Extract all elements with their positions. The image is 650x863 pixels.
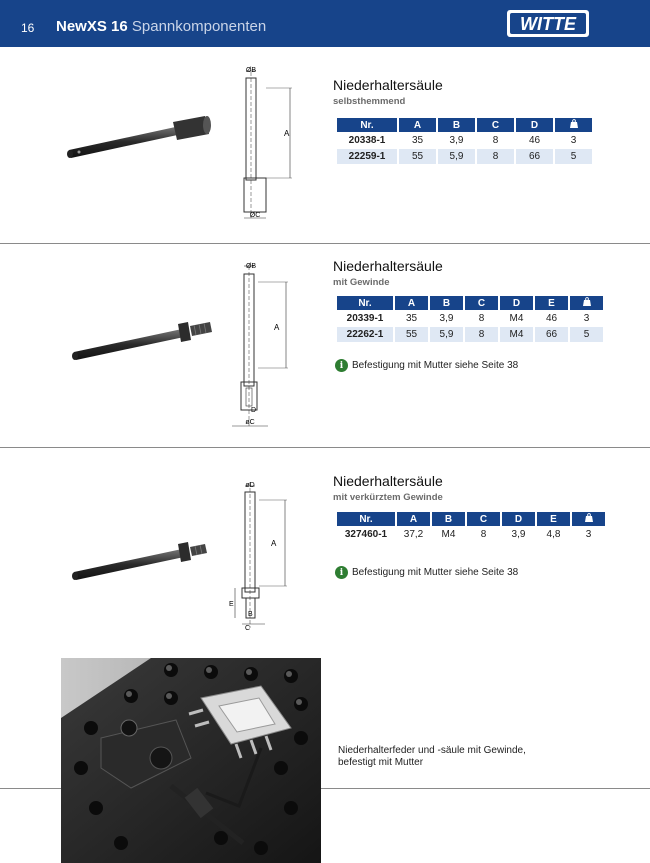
table-cell: 8	[480, 529, 487, 540]
table-cell: 3,9	[511, 529, 526, 540]
application-photo	[61, 658, 321, 863]
table-cell: 22262-1	[337, 327, 393, 342]
column-header: D	[502, 512, 535, 526]
column-header: D	[500, 296, 533, 310]
table-row	[337, 527, 605, 542]
table-cell: 20339-1	[346, 313, 384, 324]
note-text: Befestigung mit Mutter siehe Seite 38	[352, 567, 519, 578]
photo-caption: Niederhalterfeder und -säule mit Gewinde, befestigt mit Mutter	[338, 745, 526, 768]
product-photo-3	[60, 520, 220, 590]
section-title: Niederhaltersäule	[333, 258, 443, 274]
column-header: C	[465, 296, 498, 310]
table-cell: 46	[528, 135, 541, 146]
dim-label-c: ØC	[249, 212, 261, 219]
header-title-bold: NewXS 16	[56, 18, 128, 35]
table-cell: 5,9	[430, 327, 463, 342]
section-subtitle: mit Gewinde	[333, 277, 390, 288]
section-title: Niederhaltersäule	[333, 77, 443, 93]
table-cell: 5,9	[438, 149, 475, 164]
table-row	[337, 133, 592, 148]
table-cell: M4	[441, 529, 456, 540]
column-header: B	[432, 512, 465, 526]
column-header: E	[535, 296, 568, 310]
column-header: E	[537, 512, 570, 526]
dim-label-d: D	[251, 407, 257, 414]
table-row	[337, 311, 603, 326]
table-cell: 8	[492, 135, 499, 146]
column-header: A	[397, 512, 430, 526]
column-header: C	[467, 512, 500, 526]
info-icon: i	[335, 359, 348, 372]
table-cell: 55	[395, 327, 428, 342]
table-cell: 20338-1	[348, 135, 386, 146]
table-cell: 22259-1	[337, 149, 397, 164]
page-header	[0, 0, 650, 47]
info-icon: i	[335, 566, 348, 579]
table-cell: 66	[535, 327, 568, 342]
technical-drawing-2	[228, 260, 300, 432]
table-header-row	[337, 118, 592, 132]
column-header: B	[438, 118, 475, 132]
dim-label-c: C	[245, 625, 251, 632]
dim-label-b: ØB	[245, 263, 257, 270]
dim-label-b: B	[248, 611, 253, 618]
product-photo-1	[55, 100, 215, 180]
table-cell: 66	[516, 149, 553, 164]
witte-logo	[506, 9, 590, 38]
section-subtitle: mit verkürztem Gewinde	[333, 492, 443, 503]
note-text: Befestigung mit Mutter siehe Seite 38	[352, 360, 519, 371]
table-header-row	[337, 512, 605, 526]
table-cell: 37,2	[403, 529, 424, 540]
technical-drawing-1	[232, 66, 302, 226]
dim-label-a: A	[271, 539, 277, 548]
table-cell: 55	[399, 149, 436, 164]
table-cell: M4	[500, 327, 533, 342]
table-cell: 3,9	[439, 313, 454, 324]
table-header-row	[337, 296, 603, 310]
header-title-rest: Spannkomponenten	[131, 18, 267, 35]
table-cell: 3	[585, 529, 592, 540]
page-number: 16	[21, 21, 35, 35]
table-cell: 3	[583, 313, 590, 324]
table-cell: 8	[465, 327, 498, 342]
weight-icon	[570, 296, 603, 310]
column-header: A	[395, 296, 428, 310]
spec-table	[335, 117, 594, 165]
section-subtitle: selbsthemmend	[333, 96, 406, 107]
note	[335, 566, 518, 579]
spec-table	[335, 511, 607, 543]
header-title	[56, 18, 266, 35]
column-header: C	[477, 118, 514, 132]
table-cell: 327460-1	[344, 529, 388, 540]
table-cell: 35	[411, 135, 424, 146]
dim-label-e: E	[229, 601, 234, 608]
table-row	[337, 327, 603, 342]
dim-label-c: øC	[245, 419, 255, 426]
column-header: Nr.	[337, 512, 395, 526]
table-cell: 3	[570, 135, 577, 146]
dim-label-b: ØB	[245, 67, 257, 74]
table-cell: 46	[545, 313, 558, 324]
table-cell: 5	[570, 327, 603, 342]
dim-label-d: øD	[245, 482, 255, 489]
table-cell: M4	[509, 313, 524, 324]
column-header: B	[430, 296, 463, 310]
logo-text: WITTE	[520, 14, 576, 34]
column-header: A	[399, 118, 436, 132]
weight-icon	[555, 118, 592, 132]
section-divider	[0, 447, 650, 448]
dim-label-a: A	[284, 129, 290, 138]
table-cell: 35	[405, 313, 418, 324]
column-header: D	[516, 118, 553, 132]
spec-table	[335, 295, 605, 343]
table-cell: 3,9	[449, 135, 464, 146]
table-cell: 8	[477, 149, 514, 164]
table-cell: 5	[555, 149, 592, 164]
table-cell: 8	[478, 313, 485, 324]
product-photo-2	[60, 300, 220, 370]
note	[335, 359, 518, 372]
section-title: Niederhaltersäule	[333, 473, 443, 489]
column-header: Nr.	[337, 296, 393, 310]
weight-icon	[572, 512, 605, 526]
dim-label-a: A	[274, 323, 280, 332]
table-row	[337, 149, 592, 164]
column-header: Nr.	[337, 118, 397, 132]
table-cell: 4,8	[546, 529, 561, 540]
technical-drawing-3	[225, 478, 301, 632]
section-divider	[0, 243, 650, 244]
